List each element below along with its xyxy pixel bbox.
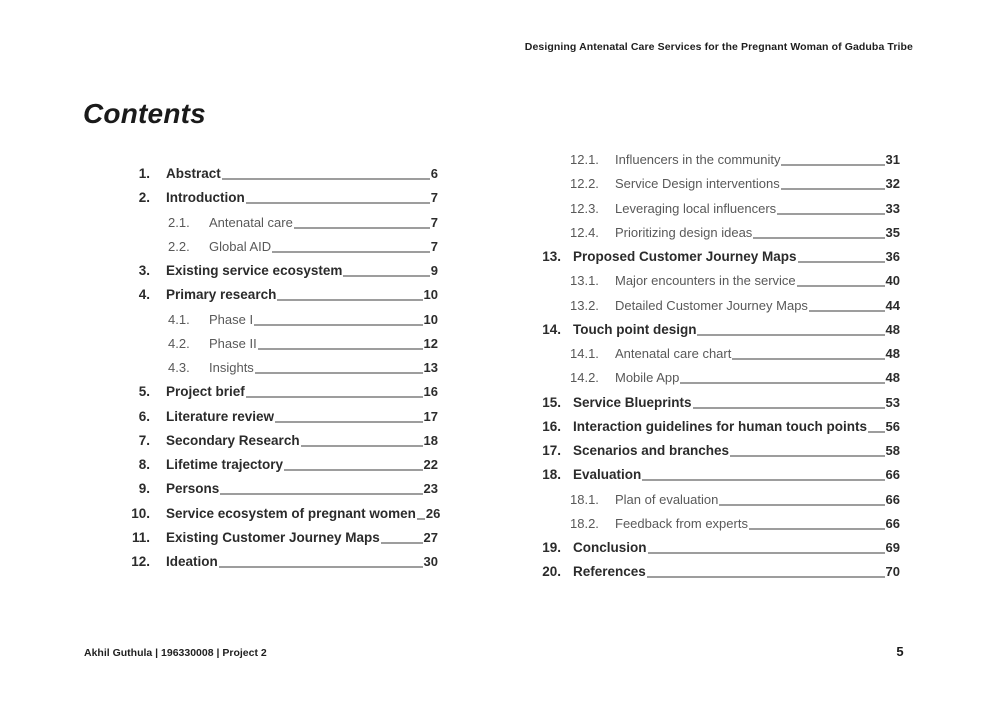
toc-entry-page: 40	[885, 273, 900, 289]
toc-entry-page: 7	[430, 190, 438, 206]
toc-entry-label: Scenarios and branches	[573, 443, 730, 458]
toc-subentry	[537, 176, 900, 200]
toc-entry-page: 66	[885, 515, 900, 531]
toc-entry	[537, 322, 900, 346]
toc-entry-number: 3.	[138, 263, 150, 278]
toc-entry-page: 13	[423, 360, 438, 375]
toc-subentry	[126, 215, 438, 239]
toc-entry-label: References	[573, 564, 646, 580]
toc-entry-label: Insights	[209, 360, 254, 375]
toc-entry-page: 44	[885, 297, 900, 313]
toc-entry-number: 12.3.	[570, 200, 599, 216]
footer-author-line: Akhil Guthula | 196330008 | Project 2	[84, 647, 267, 659]
toc-entry-number: 12.1.	[570, 152, 599, 167]
toc-entry-number: 12.2.	[570, 176, 599, 192]
leader-line	[301, 445, 423, 446]
toc-entry-number: 2.2.	[168, 238, 190, 254]
toc-entry-page: 23	[423, 481, 438, 497]
toc-entry-label: Abstract	[166, 166, 221, 181]
toc-entry-page: 66	[885, 467, 900, 483]
toc-entry-label: Global AID	[209, 238, 272, 254]
toc-entry-page: 7	[430, 214, 438, 230]
leader-line	[255, 373, 423, 374]
toc-entry-number: 13.	[542, 249, 561, 264]
toc-entry	[126, 433, 438, 457]
toc-subentry	[537, 273, 900, 297]
toc-entry-label: Evaluation	[573, 467, 642, 483]
toc-entry-number: 4.	[138, 287, 150, 303]
toc-entry	[537, 467, 900, 491]
leader-line	[275, 421, 422, 422]
leader-line	[246, 203, 430, 204]
toc-entry-number: 4.2.	[168, 335, 190, 351]
leader-line	[749, 528, 885, 529]
toc-entry-number: 9.	[138, 481, 150, 497]
toc-entry-number: 18.1.	[570, 491, 599, 507]
toc-entry	[537, 443, 900, 467]
toc-entry	[126, 166, 438, 190]
toc-entry	[126, 409, 438, 433]
running-header: Designing Antenatal Care Services for the Pregnant Woman of Gaduba Tribe	[524, 41, 913, 53]
toc-subentry	[126, 336, 438, 360]
toc-right-column	[537, 152, 900, 589]
leader-line	[798, 262, 885, 263]
toc-entry	[126, 554, 438, 578]
toc-entry-page: 22	[423, 457, 438, 472]
toc-subentry	[126, 360, 438, 384]
toc-entry-page: 7	[430, 238, 438, 254]
toc-entry-label: Conclusion	[573, 540, 647, 555]
toc-entry-page: 48	[885, 370, 900, 386]
toc-entry-label: Proposed Customer Journey Maps	[573, 249, 797, 264]
toc-entry-page: 9	[430, 263, 438, 278]
toc-entry-label: Prioritizing design ideas	[615, 224, 753, 240]
leader-line	[258, 348, 423, 349]
leader-line	[220, 494, 422, 495]
toc-entry-number: 13.2.	[570, 297, 599, 313]
toc-entry	[126, 190, 438, 214]
toc-entry-label: Ideation	[166, 554, 218, 569]
toc-entry-label: Introduction	[166, 190, 245, 206]
toc-entry	[537, 540, 900, 564]
toc-entry	[126, 287, 438, 311]
leader-line	[781, 165, 884, 166]
toc-entry-page: 18	[423, 432, 438, 448]
toc-left-column	[126, 166, 441, 578]
toc-entry-page: 12	[423, 335, 438, 351]
toc-entry-label: Antenatal care chart	[615, 346, 732, 361]
leader-line	[219, 567, 423, 568]
leader-line	[868, 431, 885, 432]
leader-line	[381, 542, 423, 543]
toc-entry-page: 6	[430, 166, 438, 181]
toc-entry	[126, 481, 438, 505]
toc-entry-label: Antenatal care	[209, 214, 293, 230]
toc-entry	[126, 457, 438, 481]
leader-line	[730, 456, 884, 457]
toc-entry-number: 1.	[138, 166, 150, 181]
toc-entry-label: Existing service ecosystem	[166, 263, 343, 278]
toc-subentry	[126, 239, 438, 263]
toc-entry-label: Major encounters in the service	[615, 273, 796, 289]
toc-entry-label: Project brief	[166, 384, 245, 400]
leader-line	[647, 577, 885, 578]
toc-entry-number: 18.2.	[570, 515, 599, 531]
toc-entry-number: 7.	[138, 432, 150, 448]
toc-entry-number: 15.	[542, 394, 561, 410]
toc-entry-number: 5.	[138, 384, 150, 400]
toc-entry-page: 32	[885, 176, 900, 192]
toc-subentry	[126, 312, 438, 336]
toc-entry-label: Influencers in the community	[615, 152, 781, 167]
toc-subentry	[537, 370, 900, 394]
leader-line	[277, 300, 422, 301]
toc-entry-page: 66	[885, 491, 900, 507]
toc-entry-number: 6.	[138, 408, 150, 424]
toc-entry-number: 20.	[542, 564, 561, 580]
toc-entry	[537, 395, 900, 419]
toc-entry-number: 4.3.	[168, 360, 190, 375]
toc-entry-number: 2.	[138, 190, 150, 206]
toc-entry-label: Detailed Customer Journey Maps	[615, 297, 808, 313]
toc-entry	[126, 530, 438, 554]
toc-subentry	[537, 201, 900, 225]
toc-subentry	[537, 298, 900, 322]
toc-entry-number: 18.	[542, 467, 561, 483]
toc-entry-page: 58	[885, 443, 900, 458]
toc-entry-label: Persons	[166, 481, 220, 497]
toc-entry-number: 8.	[138, 457, 150, 472]
toc-entry-label: Primary research	[166, 287, 277, 303]
toc-entry-label: Service Blueprints	[573, 394, 692, 410]
toc-entry-label: Service ecosystem of pregnant women	[166, 505, 416, 521]
toc-entry-page: 16	[423, 384, 438, 400]
toc-entry-label: Phase I	[209, 311, 254, 327]
leader-line	[693, 407, 885, 408]
footer-page-number: 5	[896, 644, 904, 659]
leader-line	[732, 359, 884, 360]
toc-entry	[126, 384, 438, 408]
toc-entry-page: 30	[423, 554, 438, 569]
toc-entry-number: 4.1.	[168, 311, 190, 327]
toc-entry-label: Touch point design	[573, 321, 697, 337]
leader-line	[680, 383, 884, 384]
leader-line	[753, 237, 884, 238]
leader-line	[254, 324, 422, 325]
toc-subentry	[537, 516, 900, 540]
toc-subentry	[537, 225, 900, 249]
toc-entry-page: 31	[885, 152, 900, 167]
toc-entry-number: 14.1.	[570, 346, 599, 361]
leader-line	[719, 504, 884, 505]
leader-line	[781, 189, 885, 190]
page-title: Contents	[83, 98, 206, 129]
toc-subentry	[537, 492, 900, 516]
toc-entry-label: Existing Customer Journey Maps	[166, 529, 380, 545]
toc-entry-label: Leveraging local influencers	[615, 200, 777, 216]
toc-entry-label: Phase II	[209, 335, 257, 351]
toc-subentry	[537, 152, 900, 176]
toc-entry-number: 2.1.	[168, 214, 190, 230]
toc-entry-page: 27	[423, 529, 438, 545]
leader-line	[343, 276, 429, 277]
leader-line	[777, 213, 884, 214]
toc-entry	[537, 564, 900, 588]
toc-entry-label: Plan of evaluation	[615, 491, 719, 507]
toc-entry-number: 10.	[131, 505, 150, 521]
toc-entry	[126, 263, 438, 287]
toc-entry-label: Mobile App	[615, 370, 680, 386]
leader-line	[697, 334, 884, 335]
toc-entry	[126, 505, 441, 530]
toc-entry-number: 19.	[542, 540, 561, 555]
leader-line	[797, 286, 885, 287]
toc-entry-page: 48	[885, 346, 900, 361]
toc-entry-page: 33	[885, 200, 900, 216]
toc-entry-number: 11.	[131, 529, 150, 545]
toc-entry-page: 53	[885, 394, 900, 410]
leader-line	[648, 553, 885, 554]
toc-entry-page: 56	[885, 418, 900, 434]
toc-entry-label: Lifetime trajectory	[166, 457, 284, 472]
toc-entry-number: 14.	[542, 321, 561, 337]
toc-entry-page: 10	[423, 311, 438, 327]
toc-entry-number: 17.	[542, 443, 561, 458]
toc-entry-label: Feedback from experts	[615, 515, 748, 531]
toc-entry	[537, 249, 900, 273]
toc-entry-page: 69	[885, 540, 900, 555]
toc-entry-page: 48	[885, 321, 900, 337]
toc-entry-label: Literature review	[166, 408, 275, 424]
toc-entry-page: 35	[885, 224, 900, 240]
toc-entry-page: 10	[423, 287, 438, 303]
leader-line	[417, 518, 425, 519]
toc-entry-page: 26	[425, 505, 441, 521]
toc-entry-number: 13.1.	[570, 273, 599, 289]
leader-line	[222, 179, 430, 180]
toc-entry-page: 36	[885, 249, 900, 264]
toc-entry-page: 70	[885, 564, 900, 580]
leader-line	[809, 310, 885, 311]
leader-line	[642, 480, 884, 481]
toc-entry-label: Service Design interventions	[615, 176, 780, 192]
leader-line	[272, 251, 430, 252]
toc-entry-number: 12.	[131, 554, 150, 569]
toc-subentry	[537, 346, 900, 370]
toc-entry-number: 16.	[542, 418, 561, 434]
toc-entry	[537, 419, 900, 443]
toc-entry-number: 12.4.	[570, 224, 599, 240]
toc-entry-page: 17	[423, 408, 438, 424]
toc-entry-number: 14.2.	[570, 370, 599, 386]
leader-line	[284, 470, 422, 471]
leader-line	[294, 227, 430, 228]
toc-entry-label: Secondary Research	[166, 432, 300, 448]
leader-line	[246, 397, 423, 398]
toc-entry-label: Interaction guidelines for human touch points	[573, 418, 868, 434]
